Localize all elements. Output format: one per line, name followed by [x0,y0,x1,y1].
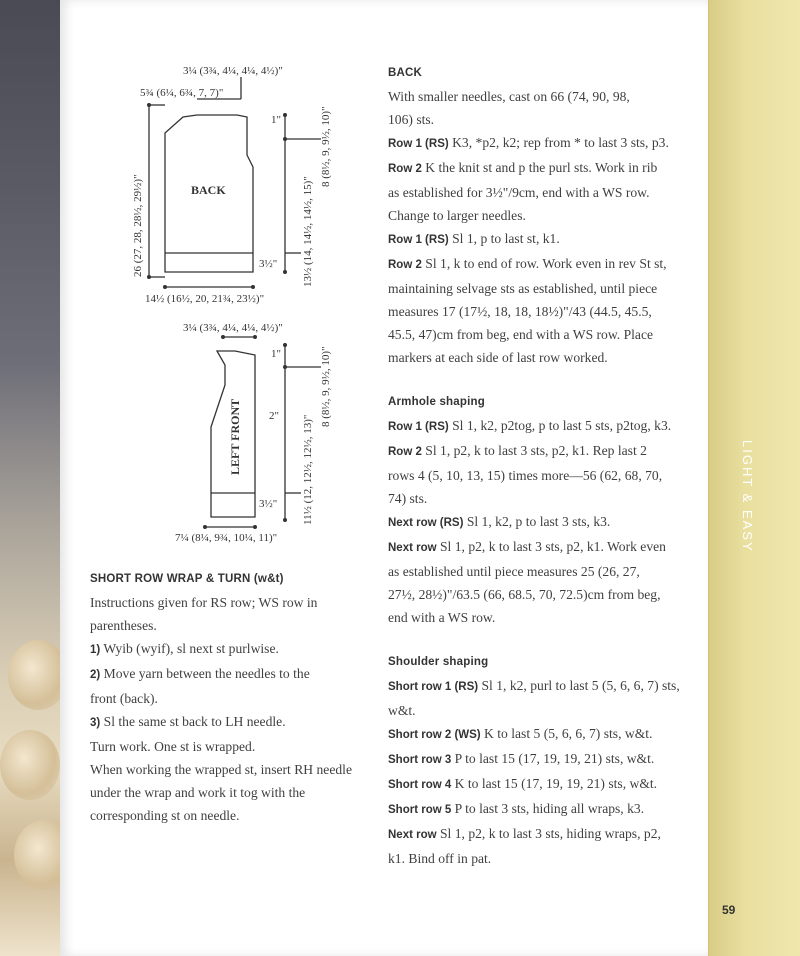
step-text: Move yarn between the needles to the [103,666,310,681]
front-armhole-label: 8 (8½, 9, 9½, 10)" [320,346,332,427]
row-text: P to last 3 sts, hiding all wraps, k3. [454,801,645,816]
row-label: Short row 2 (WS) [388,729,481,741]
step-text: under the wrap and work it tog with the [90,785,306,800]
front-neck-depth-label: 1" [271,348,281,360]
back-bottom-width-label: 14½ (16½, 20, 21¾, 23½)" [145,293,265,305]
background-photo [0,0,60,956]
row-text: Sl 1, k2, purl to last 5 (5, 6, 6, 7) sts, [481,678,680,693]
row-text: Sl 1, p2, k to last 3 sts, hiding wraps, p2, [439,826,661,841]
instruction-row [388,156,688,181]
row-text: k1. Bind off in pat. [388,851,492,866]
wrap-turn-section [90,568,365,827]
row-label: Row 1 (RS) [388,138,449,150]
row-text: Change to larger needles. [388,208,526,223]
step-text: Turn work. One st is wrapped. [90,739,256,754]
step-text: When working the wrapped st, insert RH needle [90,762,352,777]
row-text: Sl 1, p2, k to last 3 sts, p2, k1. Rep last 2 [425,443,647,458]
step-number: 2) [90,669,101,681]
row-text: 74) sts. [388,491,428,506]
row-text: Sl 1, p2, k to last 3 sts, p2, k1. Work even [439,539,666,554]
row-label: Row 2 [388,163,422,175]
step-number: 3) [90,717,101,729]
row-label: Next row [388,542,437,554]
back-intro-line: With smaller needles, cast on 66 (74, 90, 98, [388,89,630,104]
back-intro-line: 106) sts. [388,112,435,127]
back-neck-depth-label: 1" [271,114,281,126]
back-height-label: 26 (27, 28, 28½, 29½)" [132,174,144,277]
step-text: Sl the same st back to LH needle. [103,714,286,729]
instruction-row [388,414,688,439]
photo-fold [8,640,68,710]
row-text: markers at each side of last row worked. [388,350,608,365]
wrap-turn-intro-line: parentheses. [90,618,157,633]
back-armhole-label: 8 (8½, 9, 9½, 10)" [320,106,332,187]
row-label: Next row [388,829,437,841]
step-number: 1) [90,644,101,656]
instruction-row [388,747,688,772]
row-text: Sl 1, p to last st, k1. [452,231,560,246]
back-label: BACK [191,183,226,197]
side-label: LIGHT & EASY [740,440,755,553]
row-label: Short row 1 (RS) [388,681,479,693]
row-label: Row 2 [388,259,422,271]
back-top-width-label: 3¼ (3¾, 4¼, 4¼, 4½)" [183,65,283,77]
row-text: measures 17 (17½, 18, 18, 18½)"/43 (44.5, 45.5, [388,304,652,319]
row-text: K the knit st and p the purl sts. Work in rib [425,160,658,175]
row-text: end with a WS row. [388,610,496,625]
row-label: Short row 4 [388,779,452,791]
instruction-row [388,510,688,535]
schematics [125,55,345,555]
row-text: w&t. [388,703,416,718]
row-text: K to last 15 (17, 19, 19, 21) sts, w&t. [454,776,658,791]
row-label: Short row 5 [388,804,452,816]
schematic-drawing [125,55,345,555]
row-text: as established until piece measures 25 (26, 27, [388,564,640,579]
instruction-row [388,797,688,822]
front-slope-label: 2" [269,410,279,422]
row-text: Sl 1, k2, p2tog, p to last 5 sts, p2tog, k3. [452,418,672,433]
row-label: Row 1 (RS) [388,421,449,433]
back-heading: BACK [388,67,423,79]
front-top-width-label: 3¼ (3¾, 4¼, 4¼, 4½)" [183,322,283,334]
instruction-row [388,674,688,699]
row-text: 45.5, 47)cm from beg, end with a WS row. Place [388,327,654,342]
row-text: K3, *p2, k2; rep from * to last 3 sts, p3. [452,135,669,150]
shoulder-heading: Shoulder shaping [388,656,489,668]
step-text: corresponding st on needle. [90,808,240,823]
back-length-label: 13½ (14, 14½, 14½, 15)" [302,176,314,287]
row-label: Short row 3 [388,754,452,766]
instruction-row [388,252,688,277]
front-rib-label: 3½" [259,498,278,510]
front-label: LEFT FRONT [228,398,242,475]
wrap-step [90,662,365,687]
row-text: Sl 1, k2, p to last 3 sts, k3. [466,514,611,529]
row-label: Next row (RS) [388,517,464,529]
row-label: Row 1 (RS) [388,234,449,246]
step-text: Wyib (wyif), sl next st purlwise. [103,641,279,656]
back-shoulder-width-label: 5¾ (6¼, 6¾, 7, 7)" [140,87,224,99]
photo-fold [0,730,60,800]
wrap-step [90,637,365,662]
wrap-step [90,710,365,735]
instruction-row [388,131,688,156]
instruction-row [388,227,688,252]
row-text: maintaining selvage sts as established, until piece [388,281,658,296]
row-text: 27½, 28½)"/63.5 (66, 68.5, 70, 72.5)cm from beg, [388,587,661,602]
row-text: rows 4 (5, 10, 13, 15) times more—56 (62, 68, 70, [388,468,663,483]
row-label: Row 2 [388,446,422,458]
front-length-label: 11½ (12, 12½, 12½, 13)" [302,414,314,525]
instruction-row [388,722,688,747]
wrap-turn-intro-line: Instructions given for RS row; WS row in [90,595,318,610]
instruction-row [388,772,688,797]
instruction-row [388,822,688,847]
instruction-row [388,439,688,464]
instruction-row [388,535,688,560]
armhole-heading: Armhole shaping [388,396,485,408]
row-text: Sl 1, k to end of row. Work even in rev St st, [425,256,667,271]
page-number: 59 [722,903,736,917]
instructions-column [388,62,688,870]
front-bottom-width-label: 7¼ (8¼, 9¾, 10¼, 11)" [175,532,278,544]
row-text: as established for 3½"/9cm, end with a WS row. [388,185,650,200]
wrap-turn-heading: SHORT ROW WRAP & TURN (w&t) [90,573,284,585]
step-text: front (back). [90,691,158,706]
back-rib-label: 3½" [259,258,278,270]
row-text: K to last 5 (5, 6, 6, 7) sts, w&t. [484,726,653,741]
row-text: P to last 15 (17, 19, 19, 21) sts, w&t. [454,751,655,766]
